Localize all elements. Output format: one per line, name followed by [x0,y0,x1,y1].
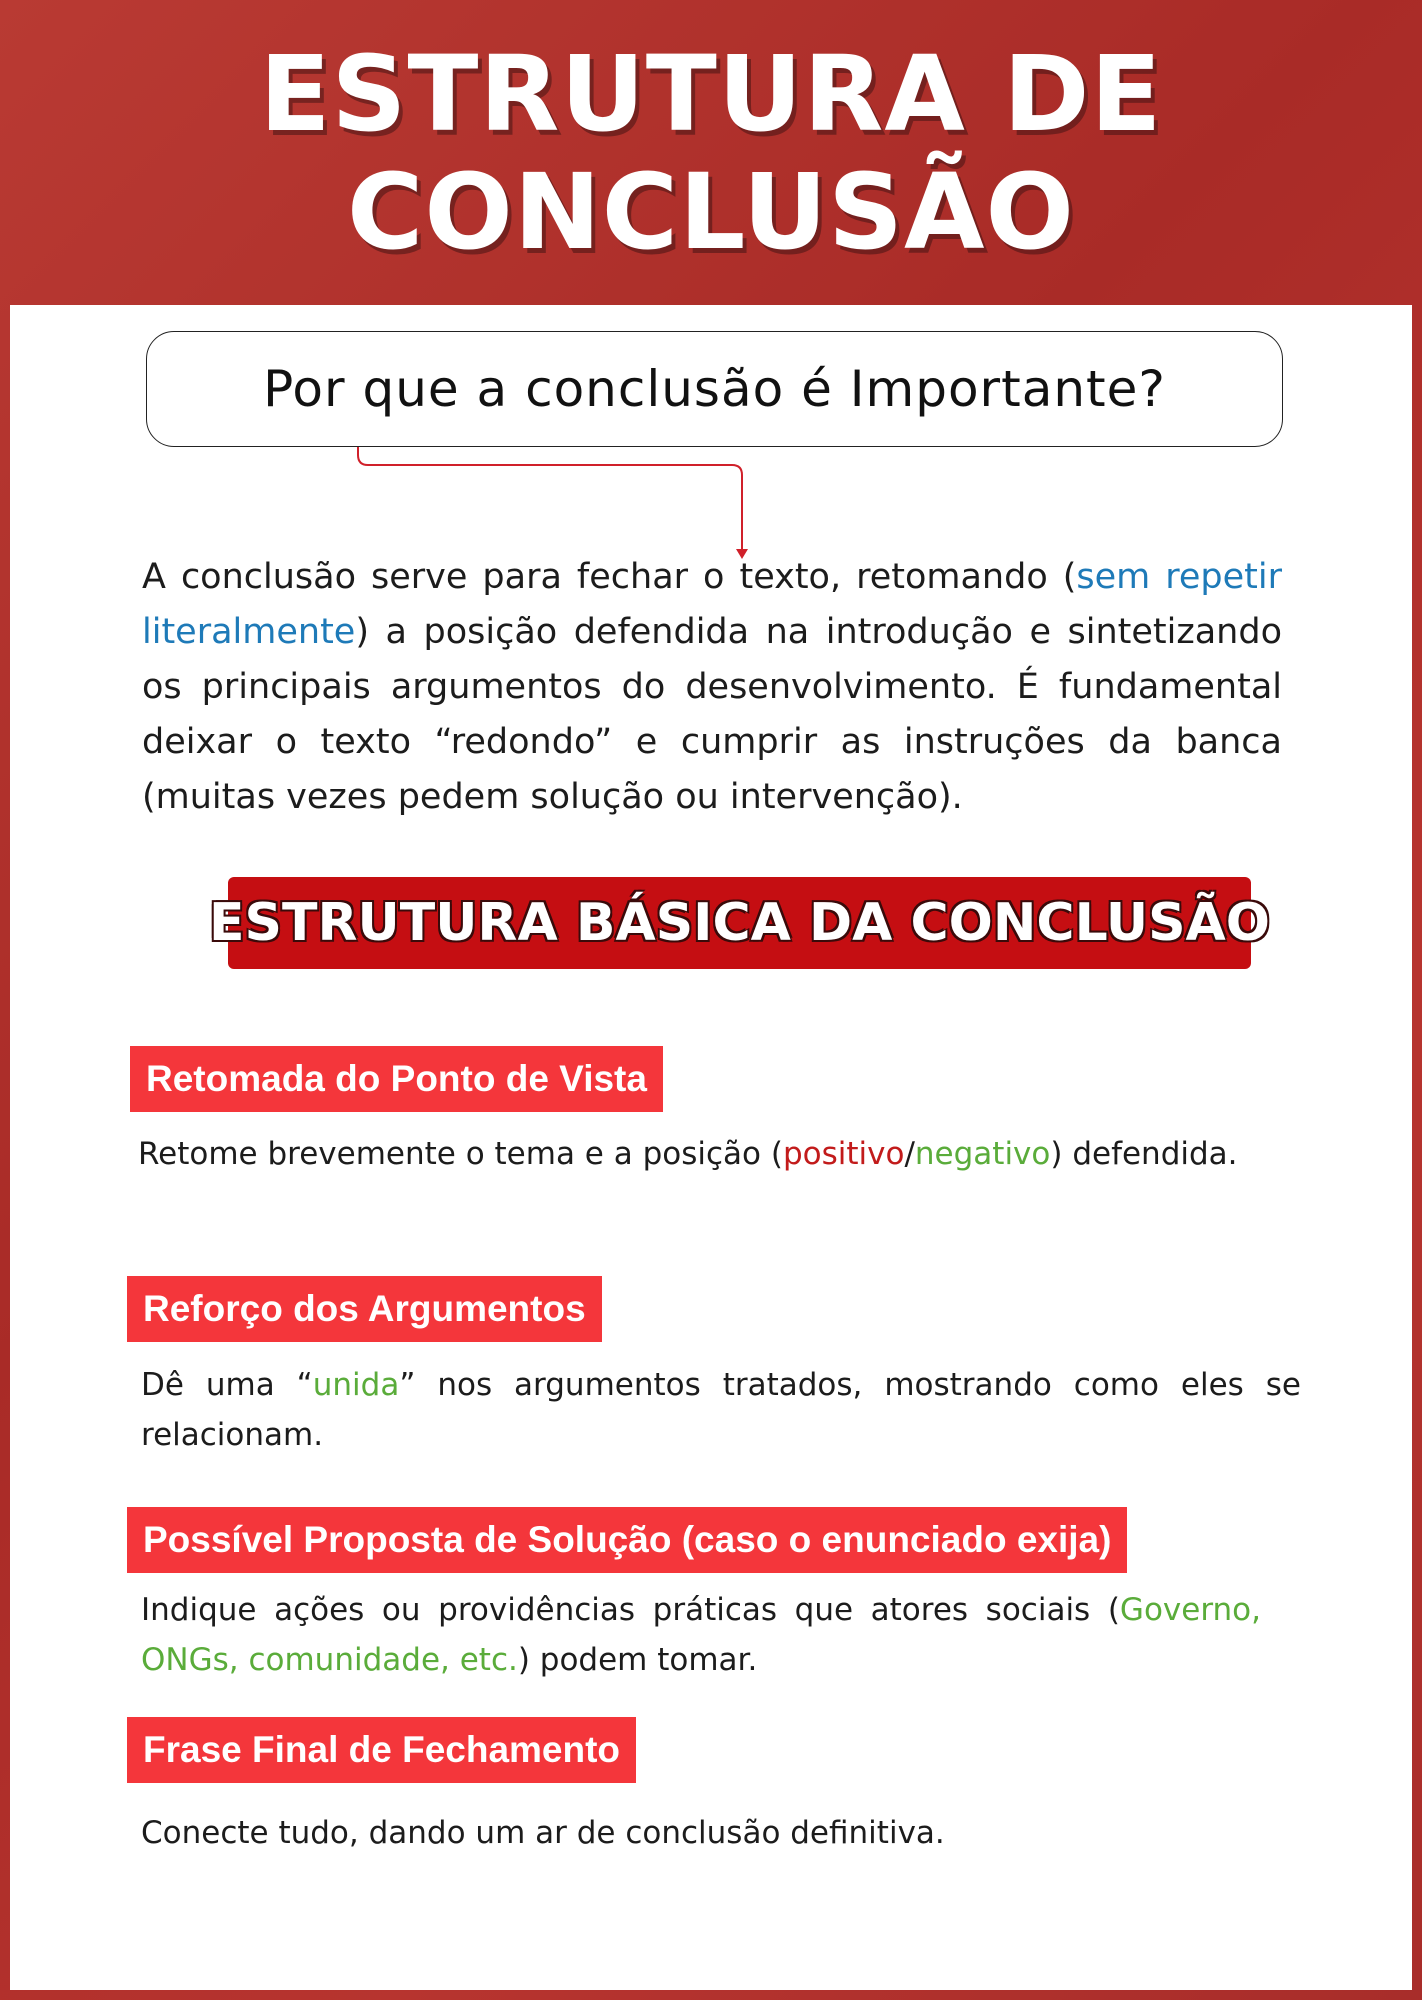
intro-paragraph [142,550,1282,825]
section-text-reforco [141,1360,1301,1460]
content-sheet [10,305,1412,1990]
section-text-part: Dê uma “ [141,1367,313,1403]
section-text-proposta [141,1585,1261,1685]
highlight-unida: unida [312,1367,400,1403]
question-text: Por que a conclusão é Importante? [263,360,1166,418]
intro-text-part-1: A conclusão serve para fechar o texto, retomando ( [142,557,1077,597]
highlight-negativo: negativo [914,1136,1051,1172]
section-label-retomada: Retomada do Ponto de Vista [130,1046,663,1112]
section-label-frase-final: Frase Final de Fechamento [127,1717,636,1783]
highlight-positivo: positivo [782,1136,905,1172]
basic-structure-banner [209,877,1270,969]
section-text-part: Indique ações ou providências práticas que atores sociais ( [141,1592,1120,1628]
section-text-frase-final: Conecte tudo, dando um ar de conclusão definitiva. [141,1815,945,1851]
section-label-proposta: Possível Proposta de Solução (caso o enunciado exija) [127,1507,1127,1573]
page-title-line-2: CONCLUSÃO [347,150,1075,273]
basic-structure-title: ESTRUTURA BÁSICA DA CONCLUSÃO [209,893,1270,953]
connector-arrow [10,305,1412,565]
section-text-part: ) podem tomar. [517,1642,758,1678]
section-text-part: Retome brevemente o tema e a posição ( [138,1136,783,1172]
section-text-part: ) defendida. [1050,1136,1238,1172]
intro-highlight: sem repetir literalmente [142,557,1282,652]
page-title-line-1: ESTRUTURA DE [259,32,1163,155]
page-header [0,0,1422,305]
intro-text-part-2: ) a posição defendida na introdução e sintetizando os principais argumentos do desenvolvimento. É fundamental deixar o texto “redondo” e cumprir as instruções da banca (muitas vezes pedem solução ou intervenção). [142,612,1282,817]
section-label-reforco: Reforço dos Argumentos [127,1276,602,1342]
separator: / [904,1136,915,1172]
section-text-retomada [138,1129,1298,1179]
section-text-part: ” nos argumentos tratados, mostrando como eles se relacionam. [141,1367,1301,1453]
highlight-atores: Governo, ONGs, comunidade, etc. [141,1592,1261,1678]
